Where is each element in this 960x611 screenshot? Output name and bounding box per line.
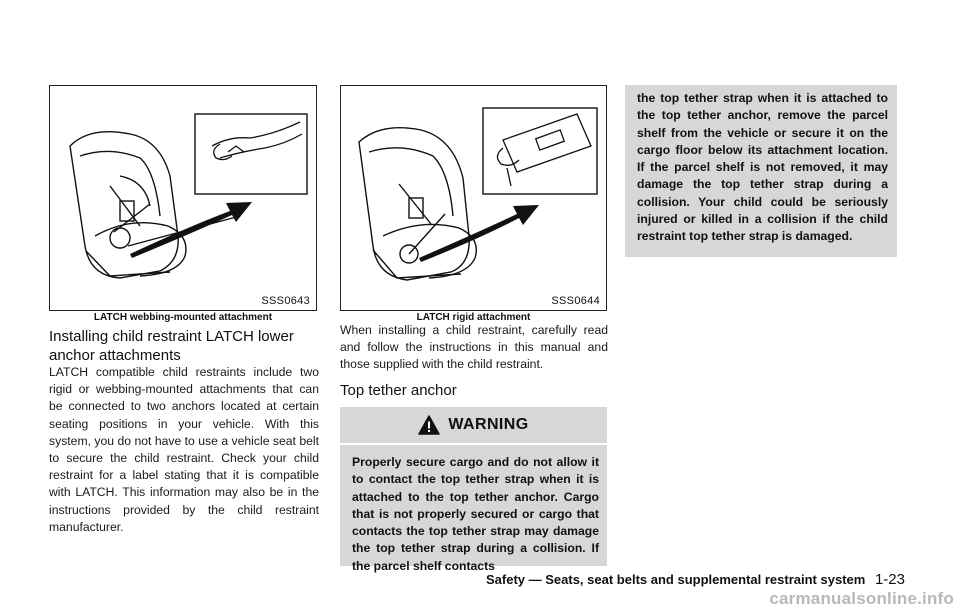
page-footer <box>486 571 905 588</box>
footer-section-title: Safety — Seats, seat belts and supplemental restraint system <box>486 572 866 587</box>
figure-code: SSS0644 <box>551 295 600 307</box>
webbing-attachment-illustration <box>50 86 316 310</box>
figure-code: SSS0643 <box>261 295 310 307</box>
figure-webbing-attachment <box>49 85 317 311</box>
warning-text-part1 <box>340 445 607 573</box>
watermark-text: carmanualsonline.info <box>769 589 954 608</box>
intro-paragraph: When installing a child restraint, carefully read and follow the instructions in this manual and those supplied with the child restraint. <box>340 323 608 372</box>
figure-caption: LATCH webbing-mounted attachment <box>93 312 273 323</box>
section-body: LATCH compatible child restraints include two rigid or webbing-mounted attachments that can be connected to two anchors located at certain seating positions in your vehicle. With this system, you do not have to use a vehicle seat belt to secure the child restraint. Check your child restraint for a label stating that it is compatible with LATCH. This information may also be in the instructions provided by the child restraint manufacturer. <box>49 365 319 534</box>
warning-triangle-icon <box>418 415 440 435</box>
warning-text-part2 <box>625 85 897 257</box>
top-tether-heading: Top tether anchor <box>340 382 457 399</box>
section-heading: Installing child restraint LATCH lower anchor attachments <box>49 328 294 364</box>
figure-caption: LATCH rigid attachment <box>416 312 531 323</box>
warning-title: WARNING <box>448 416 529 433</box>
page-number: 1-23 <box>874 571 905 588</box>
rigid-attachment-illustration <box>341 86 606 310</box>
warning-paragraph: Properly secure cargo and do not allow it to contact the top tether strap when it is attached to the top tether anchor. Cargo that is not properly secured or cargo that contacts the top tether strap may damage the top tether strap during a collision. If the parcel shelf contacts <box>352 455 599 573</box>
warning-paragraph: the top tether strap when it is attached to the top tether anchor, remove the parcel shelf from the vehicle or secure it on the cargo floor below its attachment location. If the parcel shelf is not removed, it may damage the top tether strap during a collision. Your child could be seriously injured or killed in a collision if the child restraint top tether strap is damaged. <box>637 91 888 244</box>
figure-rigid-attachment <box>340 85 607 311</box>
warning-header <box>340 407 607 443</box>
